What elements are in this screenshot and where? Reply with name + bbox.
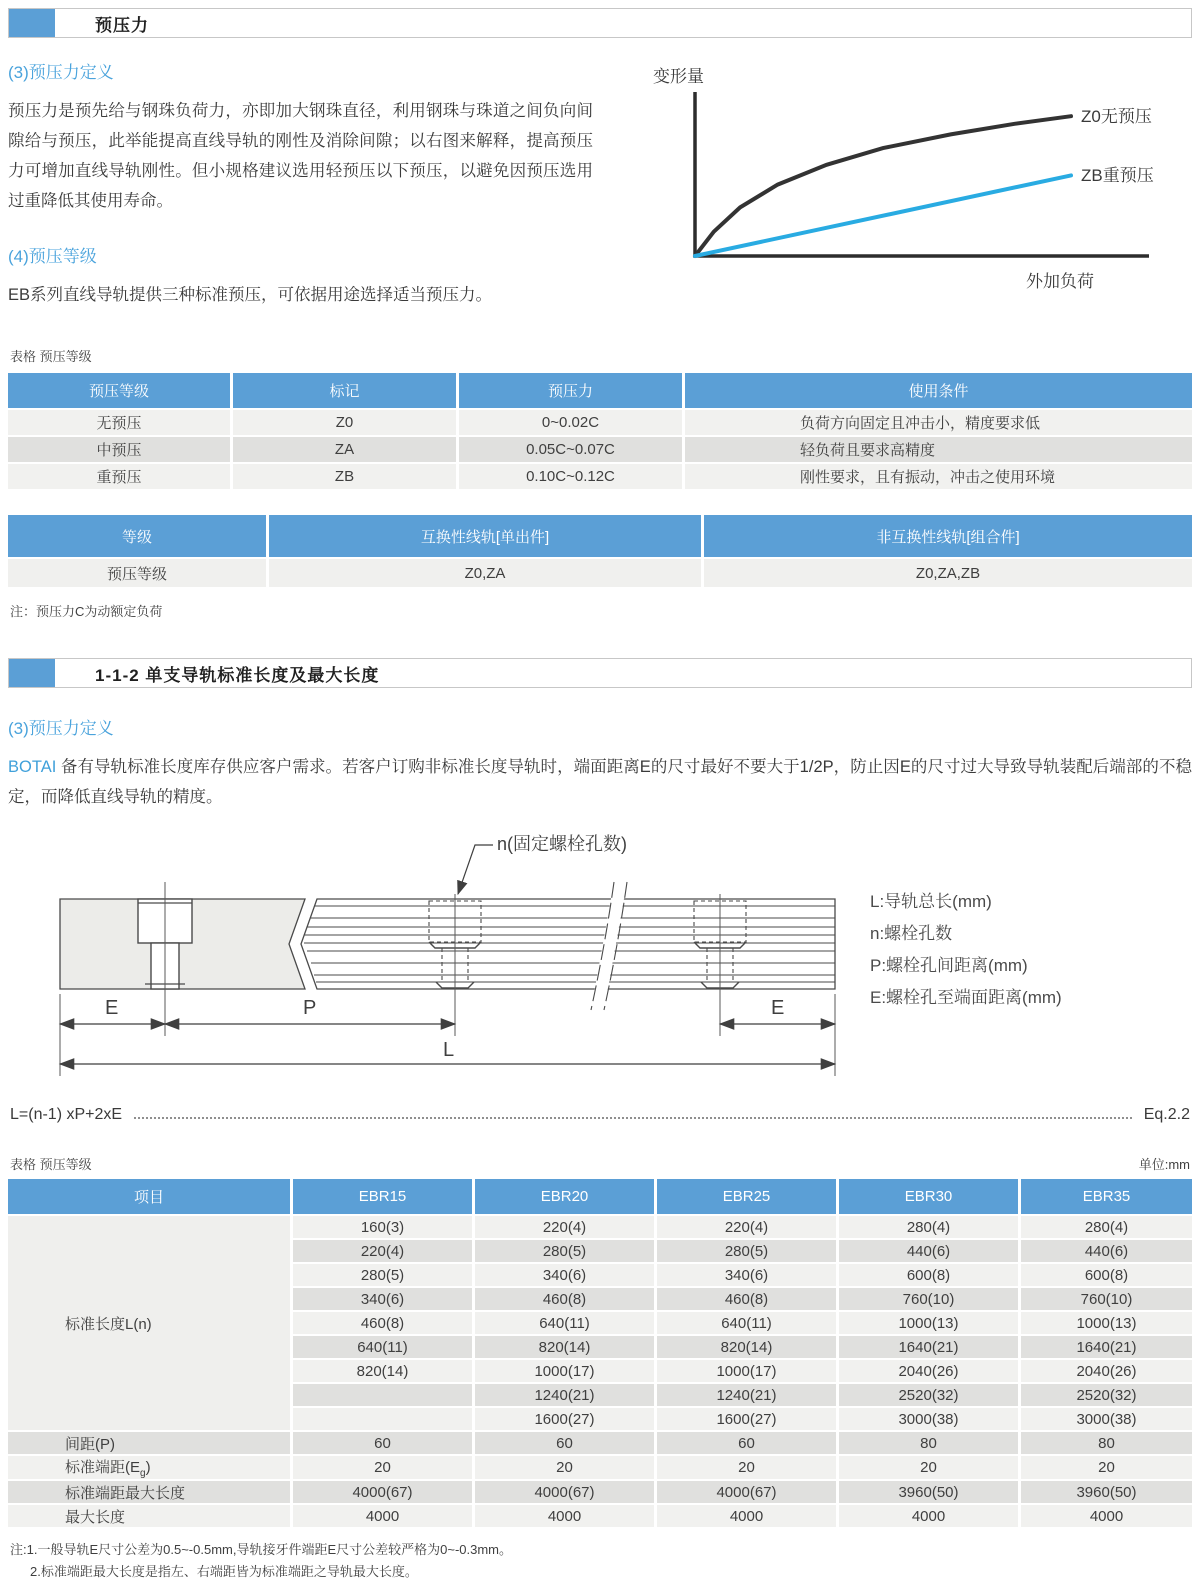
table-cell: 280(5)	[657, 1240, 836, 1262]
bigtable-caption-row	[10, 1154, 1190, 1173]
table-cell: 820(14)	[475, 1336, 654, 1358]
preload-definition-paragraph: 预压力是预先给与钢珠负荷力，亦即加大钢珠直径，利用钢珠与珠道之间负向间隙给与预压，此举能提高直线导轨的刚性及消除间隙；以右图来解释，提高预压力可增加直线导轨刚性。但小规格建议选用轻预压以下预压，以避免因预压选用过重降低其使用寿命。	[8, 102, 593, 210]
table-cell: 20	[657, 1456, 836, 1479]
table-cell: 220(4)	[475, 1216, 654, 1238]
equation-number: Eq.2.2	[1143, 1106, 1190, 1123]
table-cell: 1240(21)	[475, 1384, 654, 1406]
legend-line-p: P:螺栓孔间距离(mm)	[870, 956, 1028, 975]
chart-x-axis-label: 外加负荷	[1026, 272, 1094, 291]
bigtable-unit: 单位:mm	[1138, 1157, 1190, 1172]
rail-dimension-diagram	[5, 824, 1195, 1096]
table-cell: 220(4)	[657, 1216, 836, 1238]
table-row	[8, 437, 1192, 462]
table-cell: 460(8)	[475, 1288, 654, 1310]
intro-text-column	[8, 58, 593, 310]
table-cell: 4000	[293, 1505, 472, 1527]
table-row	[8, 464, 1192, 489]
table-cell: 3000(38)	[839, 1408, 1018, 1430]
table-cell: 1000(13)	[839, 1312, 1018, 1334]
length-formula-row	[10, 1106, 1190, 1124]
table-cell: 1000(17)	[475, 1360, 654, 1382]
section-bar-rail-length	[8, 658, 1192, 688]
row-label-max-length: 最大长度	[8, 1505, 290, 1527]
table-cell: 820(14)	[293, 1360, 472, 1382]
bigtable-caption: 表格 预压等级	[10, 1157, 92, 1172]
table-cell: 440(6)	[839, 1240, 1018, 1262]
table-cell: 2040(26)	[839, 1360, 1018, 1382]
catalog-page	[0, 8, 1200, 1579]
table-cell: 0.10C~0.12C	[459, 464, 682, 489]
legend-line-n: n:螺栓孔数	[870, 924, 953, 943]
table-cell: 280(5)	[475, 1240, 654, 1262]
table-row	[8, 559, 1192, 587]
column-header: 项目	[8, 1179, 290, 1214]
column-header: EBR15	[293, 1179, 472, 1214]
table-cell: 3960(50)	[839, 1481, 1018, 1503]
table-cell: 2520(32)	[839, 1384, 1018, 1406]
table-cell: 1000(17)	[657, 1360, 836, 1382]
diagram-legend	[870, 886, 1062, 1014]
label-text: )	[145, 1459, 151, 1476]
table-cell: 重预压	[8, 464, 230, 489]
table-cell: 220(4)	[293, 1240, 472, 1262]
table-cell: 1600(27)	[657, 1408, 836, 1430]
column-header: EBR35	[1021, 1179, 1192, 1214]
legend-line-l: L:导轨总长(mm)	[870, 892, 992, 911]
table-cell: 60	[657, 1432, 836, 1454]
dim-label-l: L	[443, 1039, 455, 1061]
table-cell: 640(11)	[293, 1336, 472, 1358]
table-cell: 280(4)	[839, 1216, 1018, 1238]
section-bar-preload	[8, 8, 1192, 38]
table-cell: 460(8)	[293, 1312, 472, 1334]
deformation-load-chart	[631, 60, 1176, 294]
table-cell: 1240(21)	[657, 1384, 836, 1406]
table-cell: Z0	[233, 410, 456, 435]
table-header-row	[8, 373, 1192, 408]
intro-section	[0, 58, 1200, 310]
table-cell: Z0,ZA,ZB	[704, 559, 1192, 587]
blue-accent-block	[9, 9, 55, 37]
table-cell: 820(14)	[657, 1336, 836, 1358]
table-cell: 80	[1021, 1432, 1192, 1454]
table-cell: 4000(67)	[475, 1481, 654, 1503]
table-cell: 1640(21)	[839, 1336, 1018, 1358]
series-label-z0: Z0无预压	[1081, 107, 1152, 126]
table-cell: 80	[839, 1432, 1018, 1454]
table-cell: 440(6)	[1021, 1240, 1192, 1262]
table-cell: 4000	[1021, 1505, 1192, 1527]
column-header: 等级	[8, 515, 266, 557]
table1-caption: 表格 预压等级	[10, 349, 92, 364]
table-cell: 0.05C~0.07C	[459, 437, 682, 462]
blue-accent-block	[9, 659, 55, 687]
column-header: 互换性线轨[单出件]	[269, 515, 701, 557]
standard-length-table	[5, 1177, 1195, 1529]
table-cell: 负荷方向固定且冲击小，精度要求低	[685, 410, 1192, 435]
table-cell: 280(4)	[1021, 1216, 1192, 1238]
table-row	[8, 1481, 1192, 1503]
callout-leader-line	[458, 845, 493, 894]
rail-length-text	[0, 714, 1200, 812]
table-header-row	[8, 1179, 1192, 1214]
preload-grades-paragraph: EB系列直线导轨提供三种标准预压，可依据用途选择适当预压力。	[8, 286, 493, 304]
column-header: 标记	[233, 373, 456, 408]
subsection-heading-definition-2: (3)预压力定义	[8, 719, 114, 738]
column-header: 非互换性线轨[组合件]	[704, 515, 1192, 557]
row-label-standard-end-distance	[8, 1456, 290, 1479]
table-cell: 640(11)	[657, 1312, 836, 1334]
table-cell: 340(6)	[657, 1264, 836, 1286]
table-row	[8, 1216, 1192, 1238]
column-header: EBR25	[657, 1179, 836, 1214]
table-cell: 3960(50)	[1021, 1481, 1192, 1503]
column-header: 使用条件	[685, 373, 1192, 408]
table-cell: 60	[475, 1432, 654, 1454]
subsection-heading-grades: (4)预压等级	[8, 247, 97, 266]
bolt-hole-count-callout: n(固定螺栓孔数)	[497, 834, 627, 854]
table-cell: 60	[293, 1432, 472, 1454]
dotted-leader	[134, 1116, 1132, 1119]
section-title: 1-1-2 单支导轨标准长度及最大长度	[95, 665, 380, 685]
deformation-load-chart-area	[593, 58, 1192, 310]
standard-length-label: 标准长度L(n)	[8, 1216, 290, 1430]
table-row	[8, 1456, 1192, 1479]
table-cell: 4000(67)	[657, 1481, 836, 1503]
table-cell: 600(8)	[839, 1264, 1018, 1286]
table-cell: 4000	[475, 1505, 654, 1527]
table-cell: ZA	[233, 437, 456, 462]
formula-expression: L=(n-1) xP+2xE	[10, 1106, 123, 1123]
table-header-row	[8, 515, 1192, 557]
table-cell: 760(10)	[1021, 1288, 1192, 1310]
note-line-1: 注:1.一般导轨E尺寸公差为0.5~-0.5mm,导轨接牙件端距E尺寸公差较严格为0~-0.3mm。	[10, 1542, 513, 1557]
table-cell: 20	[839, 1456, 1018, 1479]
column-header: 预压力	[459, 373, 682, 408]
dim-label-e-left: E	[105, 997, 119, 1019]
table-cell: 20	[1021, 1456, 1192, 1479]
rail-length-paragraph	[8, 752, 1192, 812]
table-cell: 600(8)	[1021, 1264, 1192, 1286]
chart-y-axis-label: 变形量	[653, 67, 704, 86]
label-text: 标准端距(E	[65, 1459, 141, 1476]
line-zb-heavy-preload	[695, 175, 1071, 256]
table-cell: 预压等级	[8, 559, 266, 587]
table-cell: 460(8)	[657, 1288, 836, 1310]
table-cell: Z0,ZA	[269, 559, 701, 587]
table-cell: 280(5)	[293, 1264, 472, 1286]
table-cell: 1600(27)	[475, 1408, 654, 1430]
dim-label-p: P	[303, 997, 317, 1019]
table-cell: 4000	[839, 1505, 1018, 1527]
label-subscript: g	[140, 1468, 146, 1479]
note-line-2: 2.标准端距最大长度是指左、右端距皆为标准端距之导轨最大长度。	[30, 1564, 418, 1579]
table-cell: 20	[475, 1456, 654, 1479]
brand-name: BOTAI	[8, 758, 57, 776]
table-cell: 无预压	[8, 410, 230, 435]
subsection-heading-definition: (3)预压力定义	[8, 63, 114, 82]
interchangeability-table	[5, 513, 1195, 589]
table-cell: 20	[293, 1456, 472, 1479]
table-row	[8, 1505, 1192, 1527]
row-label-pitch: 间距(P)	[8, 1432, 290, 1454]
table-cell: 4000	[657, 1505, 836, 1527]
table-row	[8, 410, 1192, 435]
table-cell	[293, 1384, 472, 1406]
table-cell: 340(6)	[475, 1264, 654, 1286]
table-cell: ZB	[233, 464, 456, 489]
legend-line-e: E:螺栓孔至端面距离(mm)	[870, 988, 1062, 1007]
table-row	[8, 1432, 1192, 1454]
table-cell: 1000(13)	[1021, 1312, 1192, 1334]
table-cell: 0~0.02C	[459, 410, 682, 435]
dim-label-e-right: E	[771, 997, 785, 1019]
table-cell: 340(6)	[293, 1288, 472, 1310]
column-header: EBR30	[839, 1179, 1018, 1214]
table-cell: 4000(67)	[293, 1481, 472, 1503]
rail-length-paragraph-text: 备有导轨标准长度库存供应客户需求。若客户订购非标准长度导轨时，端面距离E的尺寸最好不要大于1/2P，防止因E的尺寸过大导致导轨装配后端部的不稳定，而降低直线导轨的精度。	[8, 758, 1192, 806]
table-cell: 刚性要求，且有振动，冲击之使用环境	[685, 464, 1192, 489]
table-cell: 1640(21)	[1021, 1336, 1192, 1358]
table-cell: 640(11)	[475, 1312, 654, 1334]
section-title: 预压力	[95, 15, 149, 35]
row-label-max-length-standard-end: 标准端距最大长度	[8, 1481, 290, 1503]
preload-grade-table	[5, 371, 1195, 491]
table-cell: 轻负荷且要求高精度	[685, 437, 1192, 462]
table-cell: 760(10)	[839, 1288, 1018, 1310]
table2-note: 注：预压力C为动额定负荷	[10, 604, 163, 619]
column-header: 预压等级	[8, 373, 230, 408]
column-header: EBR20	[475, 1179, 654, 1214]
bigtable-notes	[10, 1539, 1190, 1583]
table-cell	[293, 1408, 472, 1430]
table-cell: 2520(32)	[1021, 1384, 1192, 1406]
series-label-zb: ZB重预压	[1081, 166, 1154, 185]
table-cell: 3000(38)	[1021, 1408, 1192, 1430]
table-cell: 160(3)	[293, 1216, 472, 1238]
table-cell: 中预压	[8, 437, 230, 462]
table-cell: 2040(26)	[1021, 1360, 1192, 1382]
